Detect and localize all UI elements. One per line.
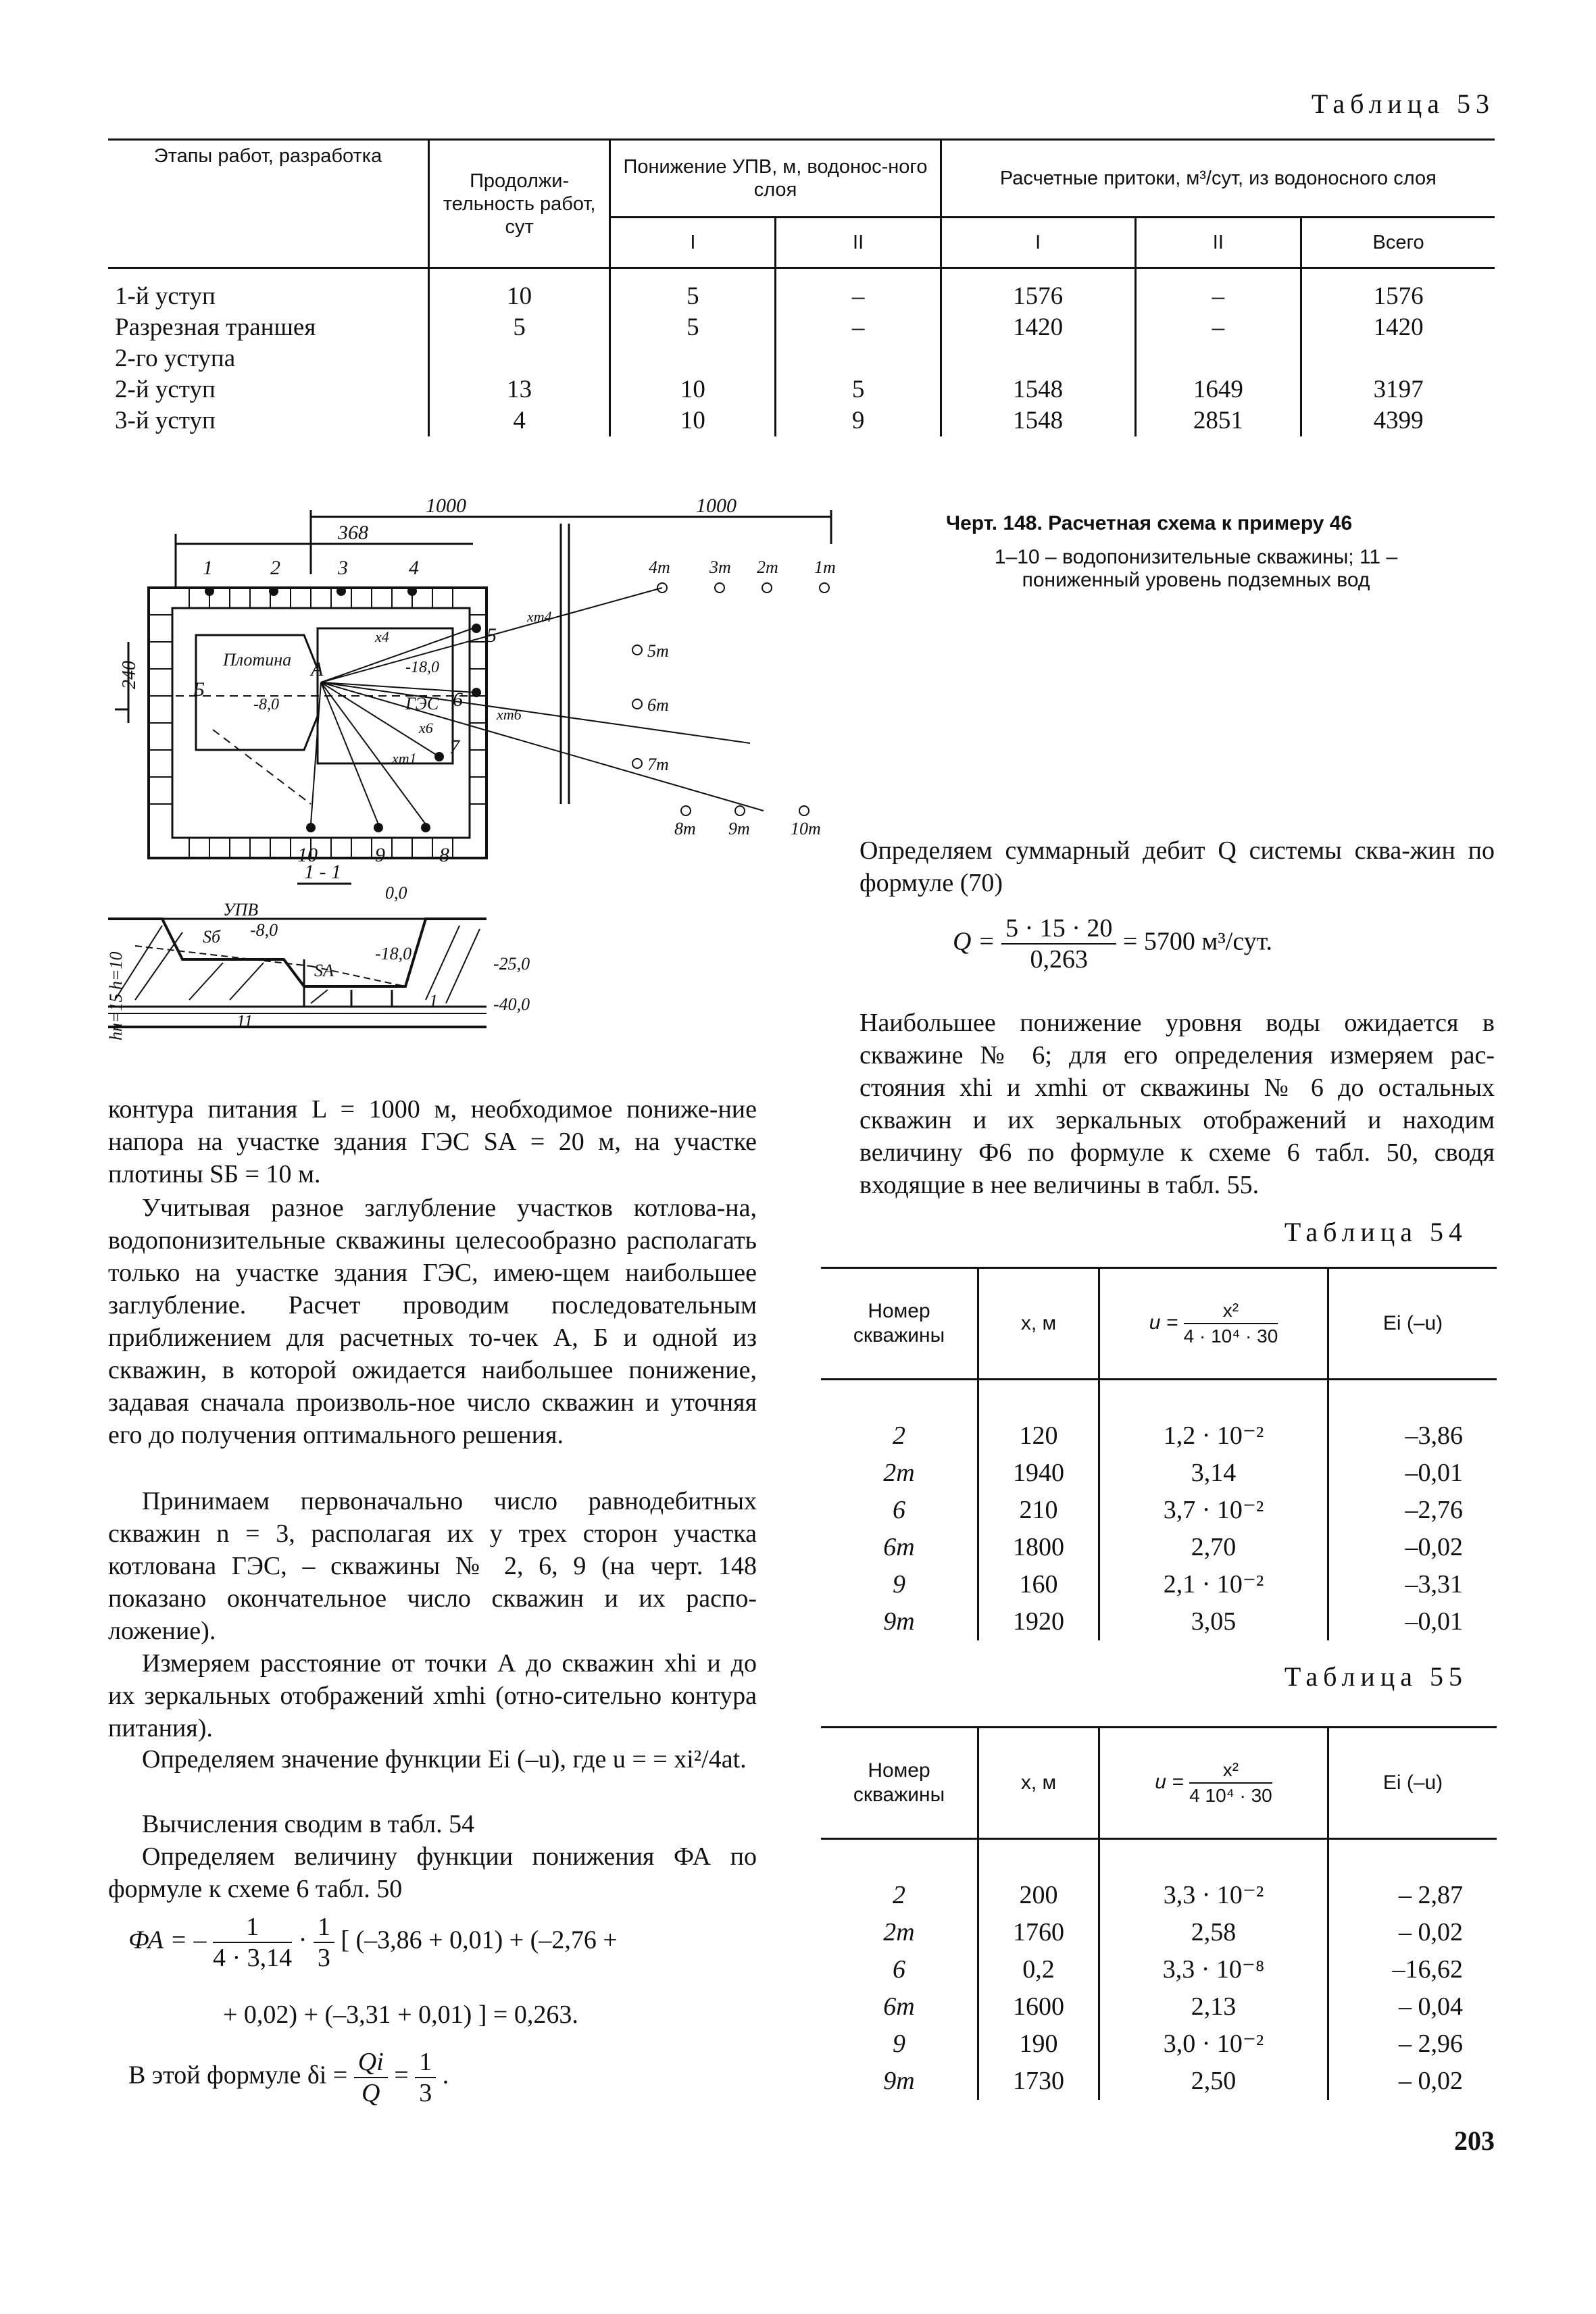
sec-m18: -18,0 (375, 944, 412, 963)
right-p2: Наибольшее понижение уровня воды ожидается в скважине № 6; для его определения измеряем рас-стояния xhi и xmhi от скважины № 6 до остальных скважин и их зеркальных отображений и находим величину Ф6 по формуле к схеме 6 табл. 50, сводя входящие в нее величины в табл. 55. (859, 1009, 1495, 1199)
t53-cell-total: 1576 (1301, 268, 1495, 313)
lvl-m8: -8,0 (253, 696, 279, 713)
figure-caption-line1: 1–10 – водопонизительные скважины; 11 – (994, 546, 1398, 568)
sec-m400: -40,0 (493, 995, 530, 1014)
t55-cell-u: 2,58 (1099, 1914, 1328, 1951)
sec-m250: -25,0 (493, 954, 530, 974)
t54-cell-ei: –3,31 (1328, 1566, 1497, 1603)
t53-cell-d1 (610, 343, 776, 374)
dist-x6: x6 (419, 720, 433, 736)
t55-cell-x: 1760 (978, 1914, 1099, 1951)
mirror-well-7m: 7m (647, 755, 669, 774)
t55-cell-no: 9m (883, 2067, 915, 2095)
t55-row (821, 2063, 1497, 2100)
t55-cell-x: 200 (978, 1877, 1099, 1914)
dist-xm4: xm4 (527, 608, 552, 625)
t55-cell-ei: – 0,02 (1328, 2063, 1497, 2100)
mirror-well-10m: 10m (791, 819, 821, 838)
formula-delta: В этой формуле δi = $\frac{Qi}{Q}$ = $\frac{1}{3}$ . (128, 2048, 449, 2107)
mirror-well-5m: 5m (647, 641, 669, 661)
t54-cell-x: 120 (978, 1417, 1099, 1455)
t53-cell-q1: 1548 (941, 374, 1135, 405)
sec-1: 1 (429, 991, 438, 1011)
t53-row (108, 343, 1495, 374)
t53-row (108, 268, 1495, 313)
sec-h15: hн=15 (106, 993, 126, 1040)
t53-h-drawdown: Понижение УПВ, м, водонос-ного слоя (610, 140, 941, 218)
t53-cell-total: 4399 (1301, 405, 1495, 436)
t53-cell-q2: 1649 (1135, 374, 1301, 405)
t54-cell-u: 3,05 (1099, 1603, 1328, 1640)
t55-cell-ei: – 0,04 (1328, 1988, 1497, 2026)
well-2: 2 (270, 557, 280, 579)
t53-cell-q2: – (1135, 268, 1301, 313)
t55-cell-u: 2,13 (1099, 1988, 1328, 2026)
sec-sb: Sб (203, 927, 221, 947)
sec-00: 0,0 (385, 883, 407, 903)
t53-row (108, 374, 1495, 405)
label-ges: ГЭС (405, 694, 439, 713)
t55-cell-no: 6m (883, 1992, 915, 2021)
t55-cell-x: 1600 (978, 1988, 1099, 2026)
t54-cell-x: 210 (978, 1492, 1099, 1529)
left-p5: Определяем значение функции Ei (–u), где u = = xi²/4at. (142, 1745, 747, 1774)
t54-cell-no: 2m (883, 1459, 915, 1487)
t53-cell-d2: 9 (776, 405, 941, 436)
t55-h-x: x, м (978, 1728, 1099, 1839)
t54-row (821, 1417, 1497, 1455)
t53-cell-total (1301, 343, 1495, 374)
t53-h-stage: Этапы работ, разработка (108, 140, 429, 268)
t53-cell-total: 3197 (1301, 374, 1495, 405)
t55-cell-no: 2 (893, 1881, 905, 1909)
t53-cell-stage: 2-го уступа (115, 345, 236, 372)
well-4: 4 (409, 557, 419, 579)
t53-cell-q2 (1135, 343, 1301, 374)
t53-cell-d1: 5 (610, 268, 776, 313)
t53-cell-d1: 10 (610, 374, 776, 405)
t54-h-u: u = $\frac{\text{x²}}{\text{4 · 10⁴ · 30}}$ (1099, 1268, 1328, 1380)
well-5: 5 (487, 624, 497, 647)
sec-h10: h=10 (106, 951, 126, 990)
t54-cell-ei: –3,86 (1328, 1417, 1497, 1455)
t54-h-no: Номер скважины (853, 1300, 945, 1347)
table53-title: Таблица 53 (1311, 89, 1495, 119)
t53-row (108, 312, 1495, 343)
t55-cell-x: 1730 (978, 2063, 1099, 2100)
t53-cell-d2: 5 (776, 374, 941, 405)
mirror-well-1m: 1m (814, 557, 836, 577)
mirror-well-6m: 6m (647, 695, 669, 715)
figure-caption-line2: пониженный уровень подземных вод (1022, 569, 1370, 591)
t53-h-duration: Продолжи-тельность работ, сут (429, 140, 610, 268)
t54-cell-ei: –0,01 (1328, 1455, 1497, 1492)
label-dam: Плотина (223, 650, 292, 670)
t54-cell-u: 2,70 (1099, 1529, 1328, 1566)
t53-cell-d2 (776, 343, 941, 374)
t53-cell-stage: Разрезная траншея (115, 313, 316, 341)
well-10: 10 (297, 844, 318, 866)
dim-368: 368 (338, 522, 368, 544)
scheme-figure (108, 493, 878, 1088)
t53-cell-q1 (941, 343, 1135, 374)
t53-h-inflow: Расчетные притоки, м³/сут, из водоносного слоя (941, 140, 1495, 218)
t53-row (108, 405, 1495, 436)
t54-h-ei: Ei (–u) (1328, 1268, 1497, 1380)
dim-1000-a: 1000 (426, 495, 466, 517)
t55-row (821, 1988, 1497, 2026)
t54-cell-no: 9m (883, 1607, 915, 1636)
t54-cell-ei: –0,02 (1328, 1529, 1497, 1566)
mirror-well-4m: 4m (649, 557, 670, 577)
mirror-well-3m: 3m (709, 557, 731, 577)
well-3: 3 (338, 557, 348, 579)
table55 (821, 1726, 1497, 2100)
t54-cell-ei: –0,01 (1328, 1603, 1497, 1640)
formula-phi: ФА = – $\frac{1}{4 \cdot 3,14}$ · $\frac{1}{3}$ [ (–3,86 + 0,01) + (–2,76 + (128, 1913, 618, 1972)
t54-row (821, 1455, 1497, 1492)
t55-h-ei: Ei (–u) (1328, 1728, 1497, 1839)
table53 (108, 139, 1495, 436)
t54-cell-u: 3,14 (1099, 1455, 1328, 1492)
t54-cell-u: 1,2 · 10⁻² (1099, 1417, 1328, 1455)
mirror-well-9m: 9m (728, 819, 750, 838)
dist-xm1: xm1 (392, 750, 417, 767)
t55-row (821, 1914, 1497, 1951)
t54-cell-no: 2 (893, 1422, 905, 1450)
right-p1: Определяем суммарный дебит Q системы сква-жин по формуле (70) (859, 836, 1495, 897)
t55-cell-u: 3,3 · 10⁻⁸ (1099, 1951, 1328, 1988)
t54-h-x: x, м (978, 1268, 1099, 1380)
formula-q-lhs: Q = (953, 927, 995, 956)
t54-cell-x: 1940 (978, 1455, 1099, 1492)
label-b: Б (193, 678, 205, 701)
formula-q-den: 0,263 (1030, 945, 1088, 974)
sec-sa: SА (314, 961, 334, 980)
t55-cell-no: 2m (883, 1918, 915, 1946)
t54-row (821, 1603, 1497, 1640)
t55-cell-ei: – 2,96 (1328, 2026, 1497, 2063)
left-p4: Измеряем расстояние от точки А до скважин xhi и до их зеркальных отображений xmhi (отно-сительно контура питания). (108, 1649, 757, 1742)
t54-cell-x: 160 (978, 1566, 1099, 1603)
left-p1: контура питания L = 1000 м, необходимое пониже-ние напора на участке здания ГЭС SА = 20 м, на участке плотины SБ = 10 м. (108, 1095, 757, 1188)
formula-phi-line2: + 0,02) + (–3,31 + 0,01) ] = 0,263. (223, 2001, 578, 2029)
t54-cell-no: 6m (883, 1533, 915, 1561)
t54-row (821, 1529, 1497, 1566)
t53-cell-q1: 1548 (941, 405, 1135, 436)
figure-caption-title: Черт. 148. Расчетная схема к примеру 46 (946, 512, 1353, 534)
table54-title: Таблица 54 (1284, 1217, 1468, 1247)
t55-cell-no: 9 (893, 2030, 905, 2058)
sec-m8: -8,0 (250, 920, 278, 940)
t55-cell-x: 190 (978, 2026, 1099, 2063)
t53-cell-d1: 10 (610, 405, 776, 436)
left-p3: Принимаем первоначально число равнодебитных скважин n = 3, располагая их у трех сторон участка котлована ГЭС, – скважины № 2, 6, 9 (на черт. 148 показано окончательное число скважин и их распо-ложение). (108, 1487, 757, 1645)
t55-cell-u: 3,3 · 10⁻² (1099, 1877, 1328, 1914)
well-9: 9 (375, 844, 385, 866)
lvl-m18: -18,0 (405, 659, 439, 676)
t53-cell-duration: 5 (429, 312, 610, 343)
table55-title: Таблица 55 (1284, 1661, 1468, 1692)
t54-cell-no: 9 (893, 1570, 905, 1599)
t53-h-q1: I (941, 218, 1135, 268)
well-1: 1 (203, 557, 213, 579)
t54-cell-u: 2,1 · 10⁻² (1099, 1566, 1328, 1603)
dim-1000-b: 1000 (696, 495, 737, 517)
table54 (821, 1267, 1497, 1640)
t53-cell-stage: 2-й уступ (115, 376, 216, 403)
t53-cell-q1: 1420 (941, 312, 1135, 343)
t55-cell-ei: – 2,87 (1328, 1877, 1497, 1914)
well-7: 7 (449, 736, 459, 758)
well-6: 6 (453, 688, 463, 711)
t53-h-q2: II (1135, 218, 1301, 268)
page-number: 203 (1454, 2126, 1495, 2156)
left-p7: Определяем величину функции понижения ФА по формуле к схеме 6 табл. 50 (108, 1842, 757, 1903)
t53-h-d1: I (610, 218, 776, 268)
t55-cell-ei: –16,62 (1328, 1951, 1497, 1988)
t53-h-total: Всего (1301, 218, 1495, 268)
formula-q (953, 913, 1272, 974)
dim-240: 240 (119, 661, 140, 689)
t53-cell-d1: 5 (610, 312, 776, 343)
label-a: А (311, 658, 324, 680)
t55-row (821, 1877, 1497, 1914)
t53-cell-duration: 13 (429, 374, 610, 405)
t54-cell-x: 1920 (978, 1603, 1099, 1640)
t55-cell-ei: – 0,02 (1328, 1914, 1497, 1951)
t53-cell-q2: 2851 (1135, 405, 1301, 436)
t55-row (821, 2026, 1497, 2063)
t55-h-no: Номер скважины (853, 1759, 945, 1806)
t54-row (821, 1566, 1497, 1603)
t54-cell-x: 1800 (978, 1529, 1099, 1566)
dist-xm6: xm6 (497, 706, 522, 723)
mirror-well-2m: 2m (757, 557, 778, 577)
t54-cell-u: 3,7 · 10⁻² (1099, 1492, 1328, 1529)
left-p6: Вычисления сводим в табл. 54 (142, 1810, 475, 1838)
mirror-well-8m: 8m (674, 819, 696, 838)
t53-cell-q1: 1576 (941, 268, 1135, 313)
t53-cell-duration: 10 (429, 268, 610, 313)
left-p2: Учитывая разное заглубление участков котлова-на, водопонизительные скважины целесообразно располагать только на участке здания ГЭС, имею-щем наибольшее заглубление. Расчет проводим последовательным приближением для расчетных то-чек А, Б и одной из скважин, в которой ожидается наибольшее понижение, задавая сначала произволь-ное число скважин и уточняя его до получения оптимального решения. (108, 1194, 757, 1449)
t53-cell-duration (429, 343, 610, 374)
t53-cell-stage: 3-й уступ (115, 407, 216, 434)
t53-cell-stage: 1-й уступ (115, 282, 216, 310)
t55-cell-no: 6 (893, 1955, 905, 1984)
t53-h-d2: II (776, 218, 941, 268)
dist-x4: x4 (375, 628, 389, 645)
sec-11: 11 (236, 1011, 253, 1031)
t53-cell-d2: – (776, 312, 941, 343)
t54-cell-ei: –2,76 (1328, 1492, 1497, 1529)
t53-cell-duration: 4 (429, 405, 610, 436)
t55-cell-x: 0,2 (978, 1951, 1099, 1988)
formula-q-rhs: = 5700 м³/сут. (1122, 927, 1272, 956)
section-title: 1 - 1 (304, 861, 341, 883)
t55-cell-u: 2,50 (1099, 2063, 1328, 2100)
t55-row (821, 1951, 1497, 1988)
t53-cell-total: 1420 (1301, 312, 1495, 343)
t53-cell-q2: – (1135, 312, 1301, 343)
formula-q-num: 5 · 15 · 20 (1001, 913, 1116, 945)
t54-cell-no: 6 (893, 1496, 905, 1524)
well-8: 8 (439, 844, 449, 866)
t55-cell-u: 3,0 · 10⁻² (1099, 2026, 1328, 2063)
t54-row (821, 1492, 1497, 1529)
t53-cell-d2: – (776, 268, 941, 313)
sec-upv: УПВ (223, 900, 259, 920)
t55-h-u: u = $\frac{\text{x²}}{\text{4 10⁴ · 30}}$ (1099, 1728, 1328, 1839)
